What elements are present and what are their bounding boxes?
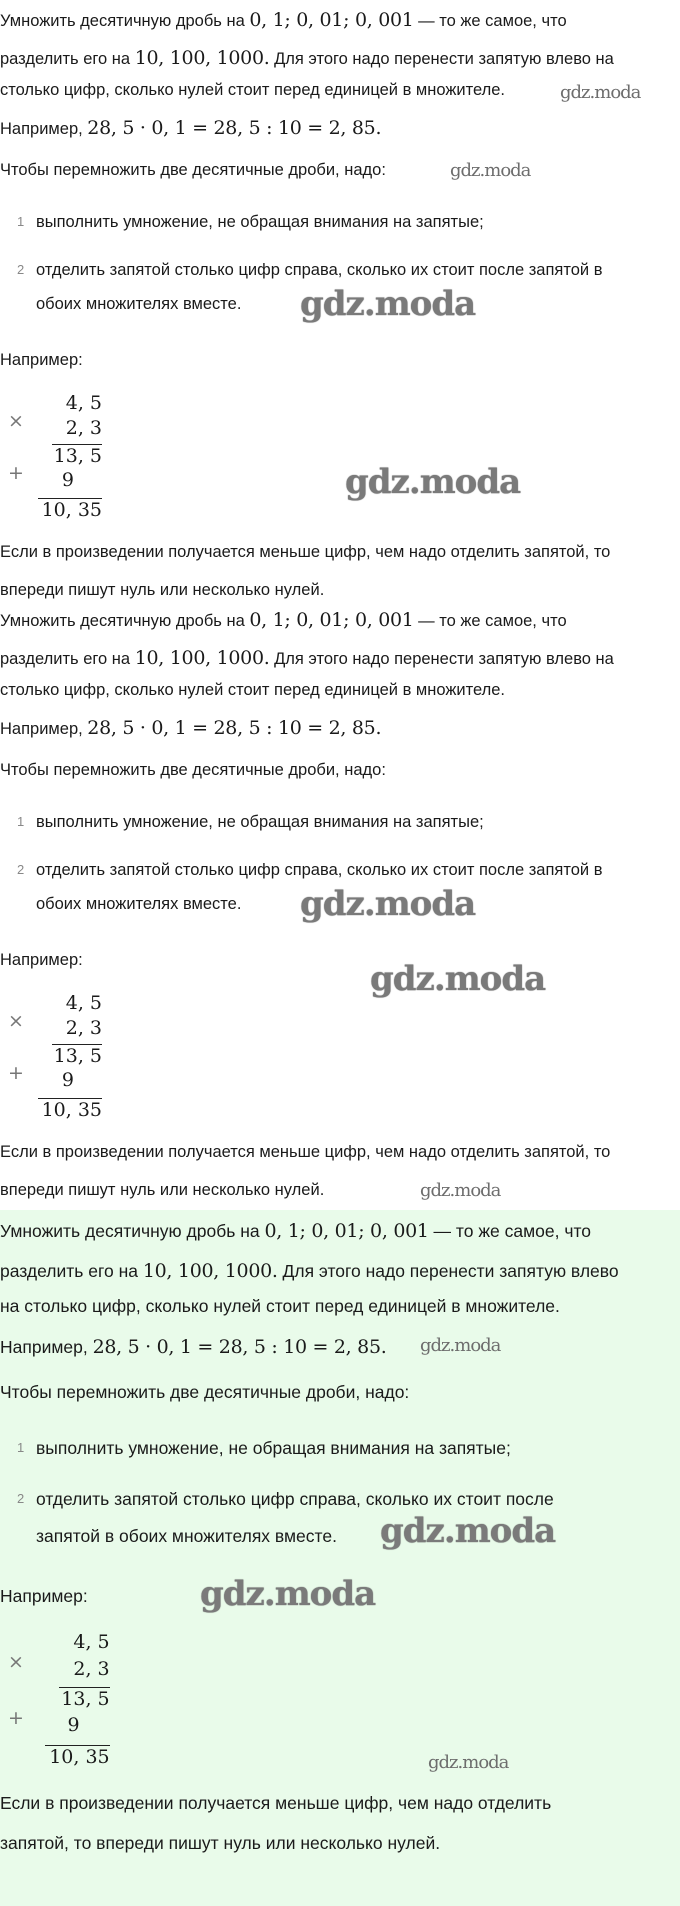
text-segment: — то же самое, что — [413, 12, 567, 30]
list-intro: Чтобы перемножить две десятичные дроби, надо: — [0, 161, 386, 179]
calc-a: 4, 5 — [73, 1631, 110, 1654]
list-item-line — [0, 258, 602, 282]
calc-b: 2, 3 — [65, 1017, 102, 1039]
math-expression: 28, 5 · 0, 1 = 28, 5 : 10 = 2, 85. — [92, 1335, 387, 1358]
list-item-text: выполнить умножение, не обращая внимания на запятые; — [36, 813, 484, 831]
text-segment: Умножить десятичную дробь на — [0, 612, 250, 630]
paragraph-line — [0, 646, 614, 671]
watermark-logo: gdz.moda — [370, 959, 546, 999]
paragraph-line — [0, 1294, 560, 1318]
text-segment: Умножить десятичную дробь на — [0, 1220, 265, 1241]
calc-result: 10, 35 — [38, 498, 102, 521]
math-expression: 0, 1; 0, 01; 0, 001 — [249, 609, 414, 631]
text-segment: разделить его на — [0, 1261, 143, 1282]
calc-p2: 9 — [61, 1069, 74, 1091]
calc-a: 4, 5 — [65, 992, 102, 1014]
list-intro: Чтобы перемножить две десятичные дроби, надо: — [0, 761, 386, 779]
times-sign: × — [8, 410, 24, 432]
text-segment: Например, — [0, 1336, 93, 1357]
text-segment: Для этого надо перенести запятую влево на — [269, 650, 614, 668]
example-line — [0, 116, 381, 141]
math-expression: 10, 100, 1000. — [134, 647, 270, 669]
list-item-text: обоих множителях вместе. — [36, 895, 242, 913]
paragraph-line — [0, 8, 567, 33]
plus-sign: + — [8, 462, 24, 484]
watermark-logo: gdz.moda — [380, 1511, 556, 1551]
watermark-logo: gdz.moda — [200, 1574, 376, 1614]
list-item-line — [0, 1436, 511, 1460]
list-item-text: обоих множителях вместе. — [36, 295, 242, 313]
column-multiplication — [0, 392, 102, 532]
list-item-line — [0, 292, 241, 316]
text-segment: Умножить десятичную дробь на — [0, 12, 250, 30]
paragraph-line — [0, 678, 505, 702]
column-multiplication — [0, 1631, 110, 1771]
list-item-text: отделить запятой столько цифр справа, сколько их стоит после запятой в — [36, 261, 603, 279]
watermark-logo: gdz.moda — [300, 884, 476, 924]
times-sign: × — [8, 1010, 24, 1032]
list-item-text: выполнить умножение, не обращая внимания на запятые; — [36, 213, 484, 231]
list-item-line — [0, 892, 241, 916]
watermark-logo: gdz.moda — [560, 82, 641, 103]
note-line: впереди пишут нуль или несколько нулей. — [0, 1181, 325, 1199]
calc-p1: 13, 5 — [53, 1045, 102, 1067]
text-segment: Например, — [0, 720, 88, 738]
list-number: 2 — [17, 262, 25, 277]
example-label: Например: — [0, 1586, 88, 1607]
rule-block — [0, 1210, 680, 1906]
example-line — [0, 1335, 386, 1359]
list-item-text: выполнить умножение, не обращая внимания на запятые; — [36, 1437, 511, 1458]
list-number: 2 — [17, 862, 25, 877]
watermark-logo: gdz.moda — [345, 462, 521, 502]
list-intro: Чтобы перемножить две десятичные дроби, надо: — [0, 1381, 410, 1402]
watermark-logo: gdz.moda — [428, 1752, 509, 1773]
watermark-logo: gdz.moda — [300, 284, 476, 324]
list-item-line — [0, 1524, 337, 1548]
math-expression: 28, 5 · 0, 1 = 28, 5 : 10 = 2, 85. — [87, 117, 382, 139]
list-item-line — [0, 1487, 554, 1511]
text-segment: на столько цифр, сколько нулей стоит перед единицей в множителе. — [0, 1295, 560, 1316]
text-segment: Для этого надо перенести запятую влево на — [269, 50, 614, 68]
plus-sign: + — [8, 1062, 24, 1084]
list-item-line — [0, 210, 484, 234]
math-expression: 0, 1; 0, 01; 0, 001 — [249, 9, 414, 31]
watermark-logo: gdz.moda — [420, 1335, 501, 1356]
calc-b: 2, 3 — [65, 417, 102, 439]
list-number: 1 — [17, 1439, 25, 1455]
column-multiplication — [0, 992, 102, 1132]
paragraph-line — [0, 46, 614, 71]
paragraph-line — [0, 608, 567, 633]
text-segment: — то же самое, что — [428, 1220, 591, 1241]
paragraph-line — [0, 78, 505, 102]
calc-p2: 9 — [61, 469, 74, 491]
times-sign: × — [8, 1650, 24, 1673]
list-item-line — [0, 858, 602, 882]
list-number: 1 — [17, 814, 25, 829]
calc-a: 4, 5 — [65, 392, 102, 414]
math-expression: 10, 100, 1000. — [134, 47, 270, 69]
example-line — [0, 716, 381, 741]
text-segment: разделить его на — [0, 650, 135, 668]
paragraph-line — [0, 1219, 591, 1243]
watermark-logo: gdz.moda — [450, 160, 531, 181]
calc-p1: 13, 5 — [53, 445, 102, 467]
plus-sign: + — [8, 1706, 24, 1729]
watermark-logo: gdz.moda — [420, 1180, 501, 1201]
note-line: Если в произведении получается меньше цифр, чем надо отделить запятой, то — [0, 543, 611, 561]
math-expression: 28, 5 · 0, 1 = 28, 5 : 10 = 2, 85. — [87, 717, 382, 739]
paragraph-line — [0, 1259, 619, 1283]
calc-p2: 9 — [67, 1714, 80, 1737]
math-expression: 10, 100, 1000. — [142, 1260, 278, 1283]
calc-result: 10, 35 — [38, 1098, 102, 1121]
list-item-text: отделить запятой столько цифр справа, сколько их стоит после запятой в — [36, 861, 603, 879]
note-line: Если в произведении получается меньше цифр, чем надо отделить запятой, то — [0, 1143, 611, 1161]
text-segment: — то же самое, что — [413, 612, 567, 630]
text-segment: Для этого надо перенести запятую влево — [277, 1261, 619, 1282]
calc-result: 10, 35 — [45, 1745, 109, 1768]
list-item-text: отделить запятой столько цифр справа, сколько их стоит после — [36, 1489, 554, 1510]
text-segment: разделить его на — [0, 50, 135, 68]
text-segment: Например, — [0, 120, 88, 138]
list-number: 2 — [17, 1491, 25, 1507]
note-line: запятой, то впереди пишут нуль или несколько нулей. — [0, 1833, 441, 1854]
text-segment: столько цифр, сколько нулей стоит перед единицей в множителе. — [0, 681, 506, 699]
list-item-text: запятой в обоих множителях вместе. — [36, 1525, 337, 1546]
note-line: впереди пишут нуль или несколько нулей. — [0, 581, 325, 599]
text-segment: столько цифр, сколько нулей стоит перед единицей в множителе. — [0, 81, 506, 99]
calc-p1: 13, 5 — [61, 1688, 110, 1711]
note-line: Если в произведении получается меньше цифр, чем надо отделить — [0, 1792, 552, 1813]
math-expression: 0, 1; 0, 01; 0, 001 — [264, 1219, 429, 1242]
list-item-line — [0, 810, 484, 834]
calc-b: 2, 3 — [73, 1658, 110, 1681]
example-label: Например: — [0, 951, 83, 969]
example-label: Например: — [0, 351, 83, 369]
list-number: 1 — [17, 214, 25, 229]
